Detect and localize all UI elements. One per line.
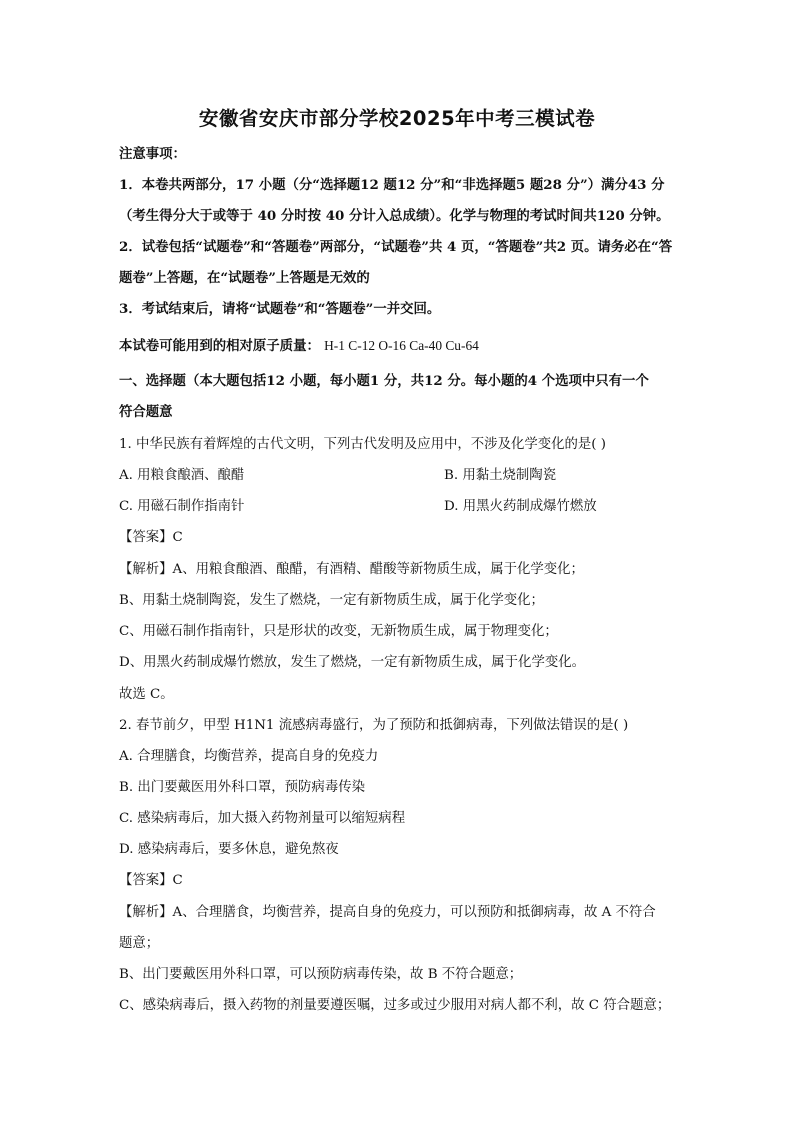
section-1-heading-cont: 符合题意	[119, 404, 173, 420]
question-1-option-d: D. 用黑火药制成爆竹燃放	[444, 499, 597, 514]
notice-heading: 注意事项：	[119, 146, 186, 162]
question-2-explanation-a: 【解析】A、合理膳食，均衡营养，提高自身的免疫力，可以预防和抵御病毒，故 A 不符合	[119, 905, 656, 920]
question-1-answer: 【答案】C	[119, 530, 183, 545]
notice-item-1-cont: （考生得分大于或等于 40 分时按 40 分计入总成绩）。化学与物理的考试时间共120 分钟。	[119, 208, 670, 224]
question-1-explanation-b: B、用黏土烧制陶瓷，发生了燃烧，一定有新物质生成，属于化学变化；	[119, 593, 544, 608]
question-2-answer: 【答案】C	[119, 873, 183, 888]
notice-item-3: 3．考试结束后，请将“试题卷”和“答题卷”一并交回。	[119, 301, 441, 317]
question-1-explanation-a: 【解析】A、用粮食酿酒、酿醋，有酒精、醋酸等新物质生成，属于化学变化；	[119, 562, 584, 577]
question-2-explanation-a-cont: 题意；	[119, 936, 160, 951]
question-2-explanation-b: B、出门要戴医用外科口罩，可以预防病毒传染，故 B 不符合题意；	[119, 967, 523, 982]
notice-item-2-cont: 题卷”上答题，在“试题卷”上答题是无效的	[119, 270, 370, 286]
question-2-option-c: C. 感染病毒后，加大摄入药物剂量可以缩短病程	[119, 811, 406, 826]
notice-item-1: 1．本卷共两部分，17 小题（分“选择题12 题12 分”和“非选择题5 题28 分”）满分43 分	[119, 177, 665, 193]
question-1-option-b: B. 用黏土烧制陶瓷	[444, 468, 557, 483]
page-title: 安徽省安庆市部分学校2025年中考三模试卷	[198, 107, 596, 130]
question-2-stem: 2. 春节前夕，甲型 H1N1 流感病毒盛行，为了预防和抵御病毒，下列做法错误的是( )	[119, 718, 629, 733]
notice-item-2: 2．试卷包括“试题卷”和“答题卷”两部分，“试题卷”共 4 页，“答题卷”共2 页。请务必在“答	[119, 239, 673, 255]
atomic-mass-line	[119, 337, 479, 356]
question-2-option-a: A. 合理膳食，均衡营养，提高自身的免疫力	[119, 749, 379, 764]
question-2-option-d: D. 感染病毒后，要多休息，避免熬夜	[119, 842, 339, 857]
question-1-option-c: C. 用磁石制作指南针	[119, 499, 245, 514]
question-1-explanation-c: C、用磁石制作指南针，只是形状的改变，无新物质生成，属于物理变化；	[119, 624, 558, 639]
question-1-option-a: A. 用粮食酿酒、酿醋	[119, 468, 245, 483]
question-2-option-b: B. 出门要戴医用外科口罩，预防病毒传染	[119, 780, 365, 795]
question-1-explanation-d: D、用黑火药制成爆竹燃放，发生了燃烧，一定有新物质生成，属于化学变化。	[119, 655, 586, 670]
question-1-conclusion: 故选 C。	[119, 687, 174, 702]
question-2-explanation-c: C、感染病毒后，摄入药物的剂量要遵医嘱，过多或过少服用对病人都不利，故 C 符合题意；	[119, 998, 671, 1013]
atomic-mass-values: H-1 C-12 O-16 Ca-40 Cu-64	[324, 338, 479, 353]
section-1-heading: 一、选择题（本大题包括12 小题，每小题1 分，共12 分。每小题的4 个选项中只有一个	[119, 373, 649, 389]
question-1-stem: 1. 中华民族有着辉煌的古代文明，下列古代发明及应用中，不涉及化学变化的是( )	[119, 437, 607, 452]
atomic-mass-label: 本试卷可能用到的相对原子质量：	[119, 338, 320, 354]
